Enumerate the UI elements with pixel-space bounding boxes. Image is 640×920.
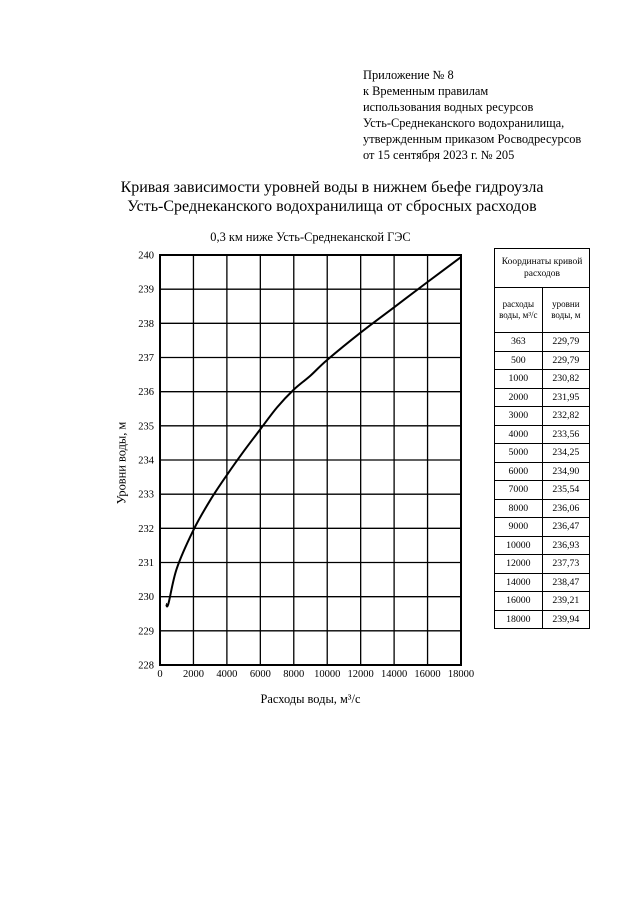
table-cell-discharge: 12000 [495,555,543,574]
table-cell-discharge: 14000 [495,573,543,592]
table-row [495,499,590,518]
table-col-level: уровни воды, м [542,288,589,333]
y-tick-label: 237 [138,353,154,364]
table-cell-discharge: 16000 [495,592,543,611]
table-cell-level: 239,94 [542,610,589,629]
y-tick-label: 240 [138,250,154,262]
table-cell-discharge: 1000 [495,370,543,389]
table-cell-level: 232,82 [542,407,589,426]
y-tick-label: 231 [138,558,154,569]
table-cell-level: 230,82 [542,370,589,389]
table-cell-discharge: 7000 [495,481,543,500]
table-cell-level: 234,25 [542,444,589,463]
table-row [495,351,590,370]
appendix-line: Усть-Среднеканского водохранилища, [363,116,565,130]
table-row [495,425,590,444]
table-row [495,573,590,592]
x-tick-label: 2000 [182,669,204,680]
x-tick-label: 8000 [283,669,305,680]
document-title-line-1: Кривая зависимости уровней воды в нижнем бьефе гидроузла [120,179,544,196]
y-tick-label: 230 [138,592,154,604]
table-cell-discharge: 9000 [495,518,543,537]
table-cell-level: 236,06 [542,499,589,518]
table-col-discharge: расходы воды, м³/с [495,288,543,333]
x-axis-label: Расходы воды, м³/с [260,692,361,706]
y-tick-label: 235 [138,421,154,433]
table-header: Координаты кривой расходов [495,249,590,288]
y-axis-label: Уровни воды, м [114,421,129,505]
table-cell-level: 238,47 [542,573,589,592]
table-row [495,536,590,555]
table-body [495,333,590,629]
table-row [495,407,590,426]
x-tick-label: 16000 [414,669,441,680]
table-cell-discharge: 6000 [495,462,543,481]
table-row [495,333,590,352]
table-cell-discharge: 363 [495,333,543,352]
table-cell-level: 234,90 [542,462,589,481]
table-cell-discharge: 4000 [495,425,543,444]
table-cell-discharge: 8000 [495,499,543,518]
chart-title: 0,3 км ниже Усть-Среднеканской ГЭС [210,230,411,244]
x-tick-label: 18000 [447,669,475,680]
table-row [495,462,590,481]
table-row [495,388,590,407]
table-cell-level: 237,73 [542,555,589,574]
table-cell-discharge: 10000 [495,536,543,555]
x-tick-label: 4000 [216,669,238,680]
table-row [495,370,590,389]
appendix-line: к Временным правилам [363,84,489,98]
coordinates-table [494,248,590,629]
table-cell-level: 231,95 [542,388,589,407]
table-cell-level: 236,93 [542,536,589,555]
table-cell-discharge: 3000 [495,407,543,426]
table-cell-level: 229,79 [542,351,589,370]
table-row [495,481,590,500]
table-cell-discharge: 18000 [495,610,543,629]
x-tick-label: 12000 [347,669,374,680]
document-title-line-2: Усть-Среднеканского водохранилища от сбросных расходов [127,198,537,215]
table-cell-discharge: 2000 [495,388,543,407]
table-cell-level: 239,21 [542,592,589,611]
table-cell-discharge: 5000 [495,444,543,463]
x-tick-label: 14000 [380,669,408,680]
table-row [495,444,590,463]
y-tick-label: 234 [138,455,154,467]
table-cell-discharge: 500 [495,351,543,370]
table-cell-level: 229,79 [542,333,589,352]
appendix-line: утвержденным приказом Росводресурсов [363,132,582,146]
y-tick-label: 228 [138,660,154,672]
appendix-line: Приложение № 8 [363,68,454,82]
table-row [495,592,590,611]
table-row [495,518,590,537]
x-tick-label: 0 [157,669,163,680]
rating-curve-line [166,257,461,606]
y-tick-label: 239 [138,284,154,296]
y-tick-label: 236 [138,387,154,399]
x-tick-label: 6000 [249,669,271,680]
table-cell-level: 235,54 [542,481,589,500]
appendix-line: использования водных ресурсов [363,100,534,114]
y-tick-label: 238 [138,318,154,330]
table-row [495,555,590,574]
table-cell-level: 233,56 [542,425,589,444]
appendix-line: от 15 сентября 2023 г. № 205 [363,148,515,162]
y-tick-label: 233 [138,489,154,501]
table-row [495,610,590,629]
y-tick-label: 229 [138,626,154,638]
y-tick-label: 232 [138,523,154,535]
x-tick-label: 10000 [314,669,341,680]
table-cell-level: 236,47 [542,518,589,537]
